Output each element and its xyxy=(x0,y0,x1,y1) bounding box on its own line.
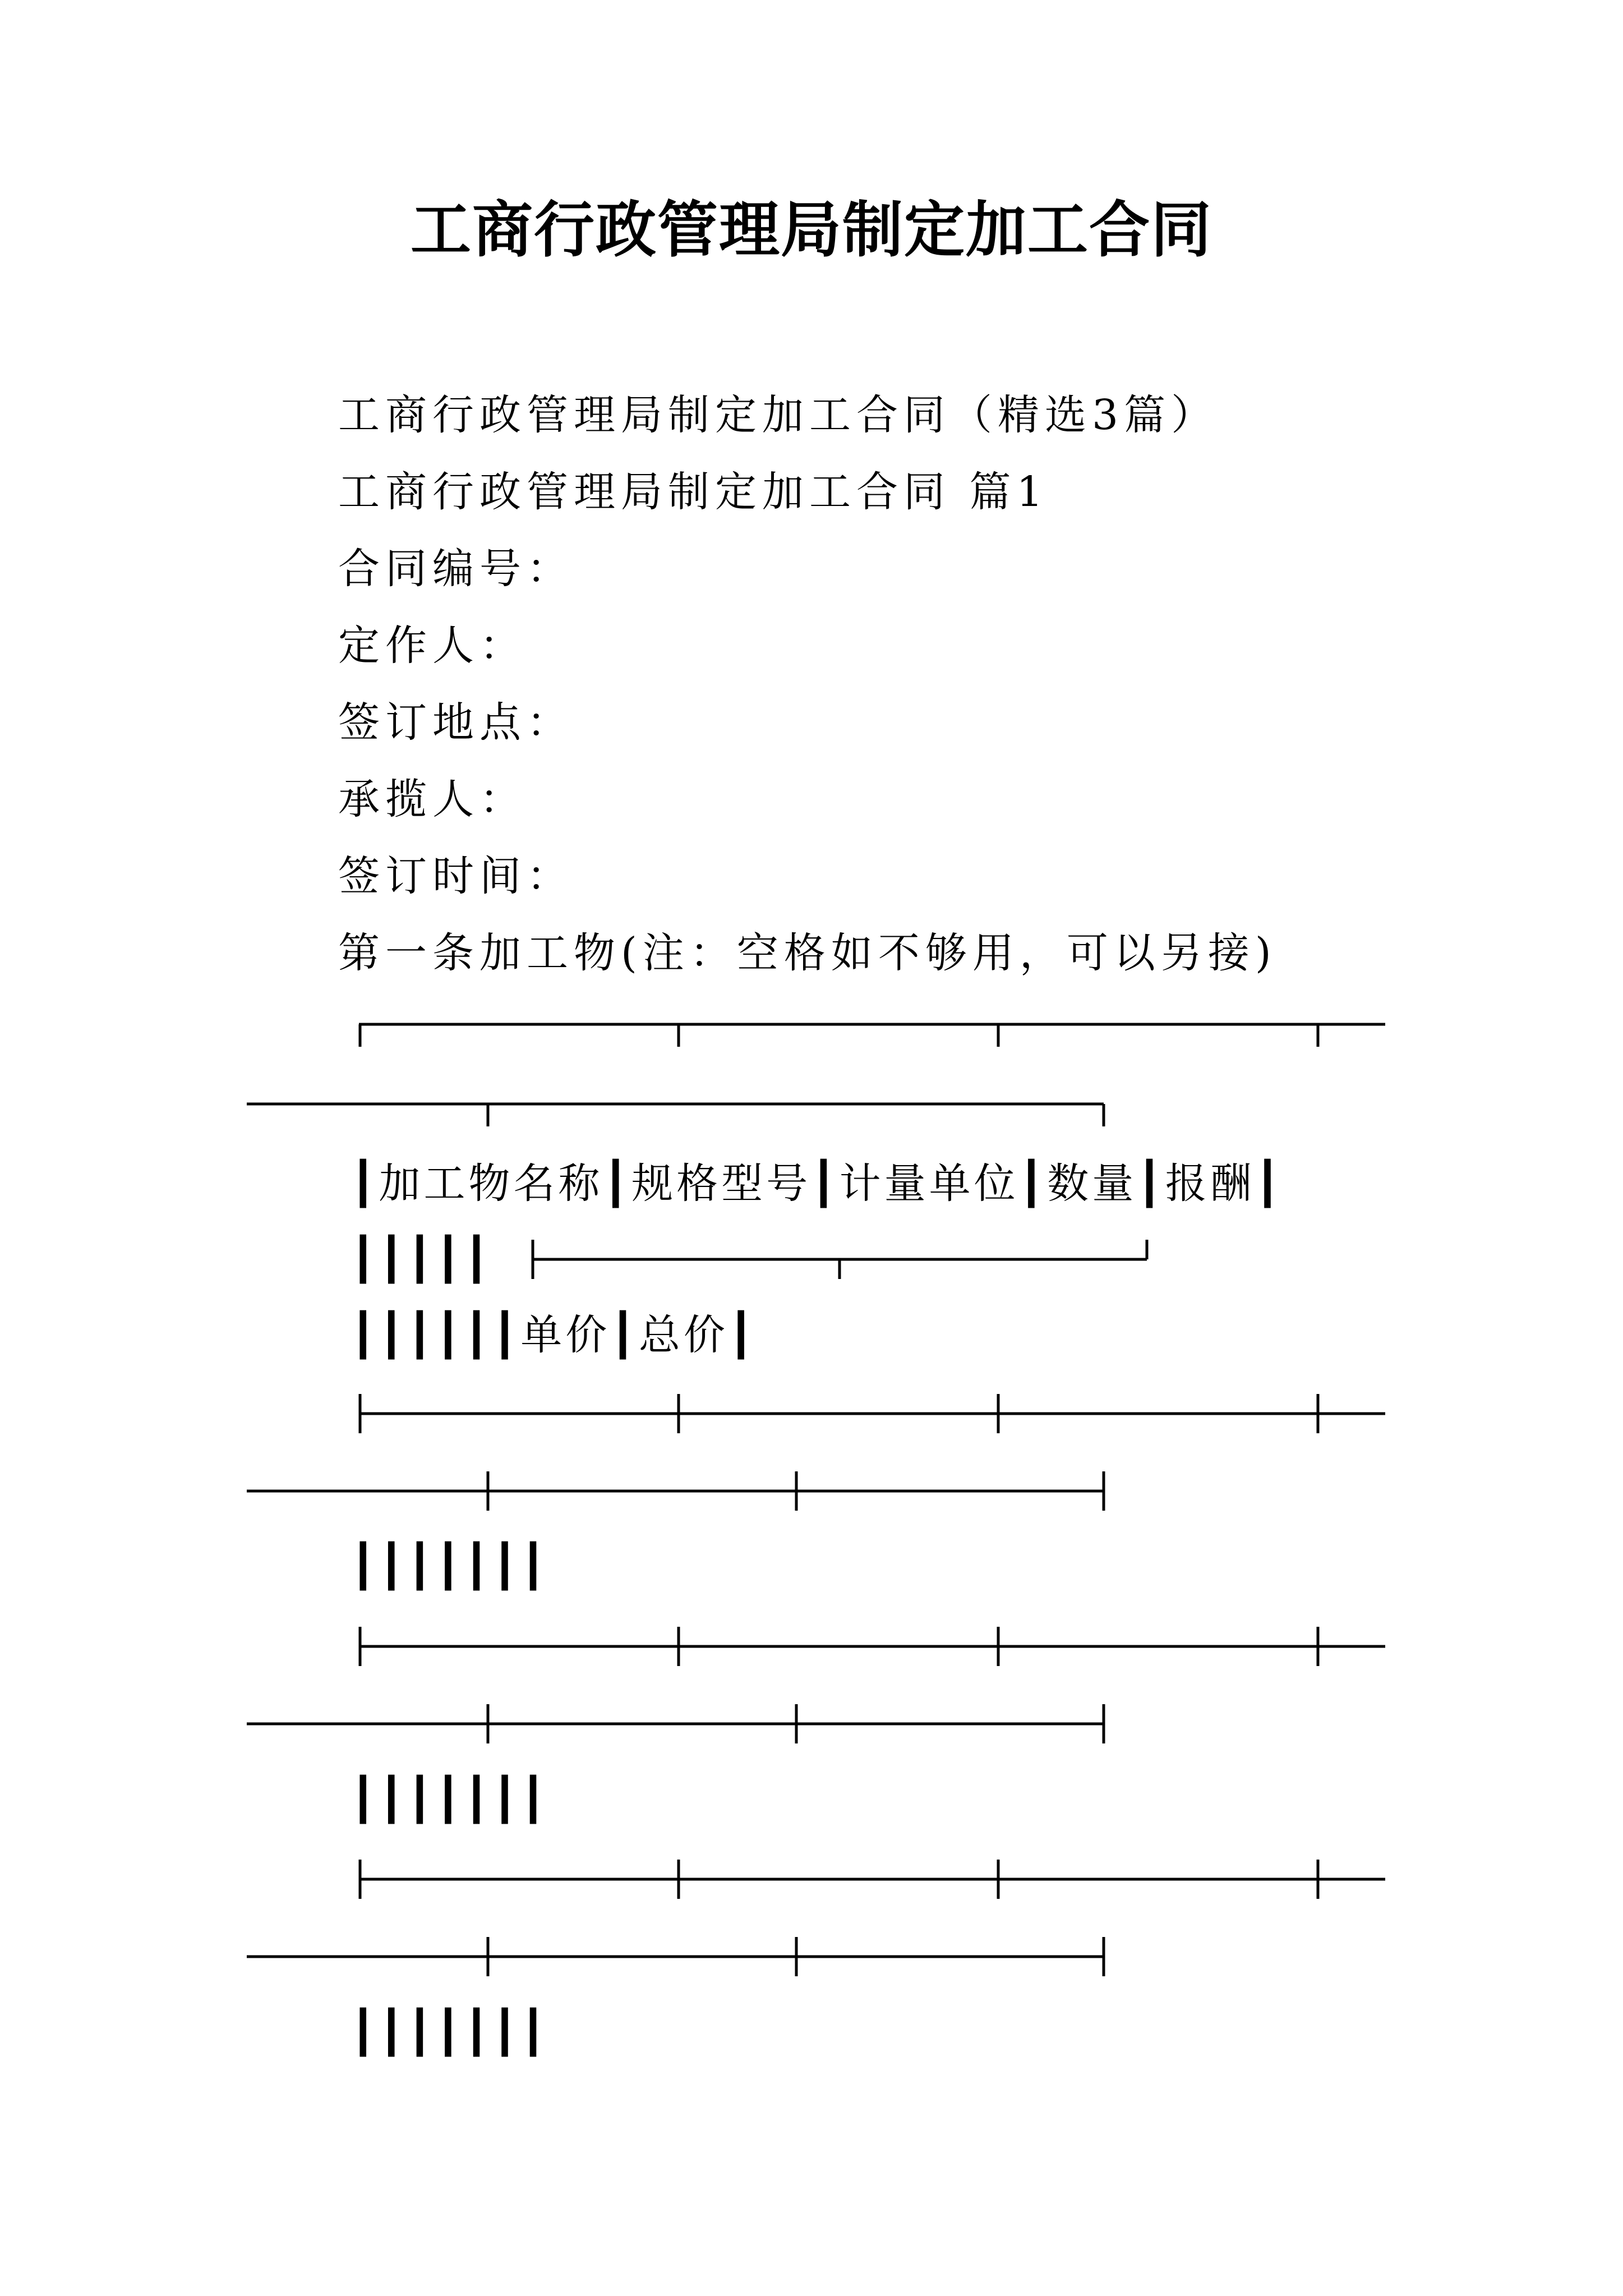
subtitle-line: 工商行政管理局制定加工合同（精选3篇） xyxy=(338,391,1219,439)
table-row: ┃┃┃┃┃┃┃ xyxy=(351,1542,549,1590)
table-row: ┃┃┃┃┃┃┃ xyxy=(351,1775,549,1824)
table-header-row: ┃加工物名称┃规格型号┃计量单位┃数量┃报酬┃ xyxy=(351,1159,1284,1208)
table-sub-header-row: ┃┃┃┃┃┃单价┃总价┃ xyxy=(351,1311,757,1359)
document-title: 工商行政管理局制定加工合同 xyxy=(410,195,1212,265)
table-row: ┃┃┃┃┃┃┃ xyxy=(351,2008,549,2056)
article-one-label: 第一条加工物(注：空格如不够用，可以另接) xyxy=(338,929,1277,977)
contract-number-label: 合同编号： xyxy=(338,545,574,593)
signing-place-label: 签订地点： xyxy=(338,698,574,747)
orderer-label: 定作人： xyxy=(338,622,527,670)
contractor-label: 承揽人： xyxy=(338,775,527,823)
table-sub-row-bars: ┃┃┃┃┃ xyxy=(351,1235,492,1283)
section-heading: 工商行政管理局制定加工合同 篇1 xyxy=(338,468,1049,516)
signing-time-label: 签订时间： xyxy=(338,852,574,900)
